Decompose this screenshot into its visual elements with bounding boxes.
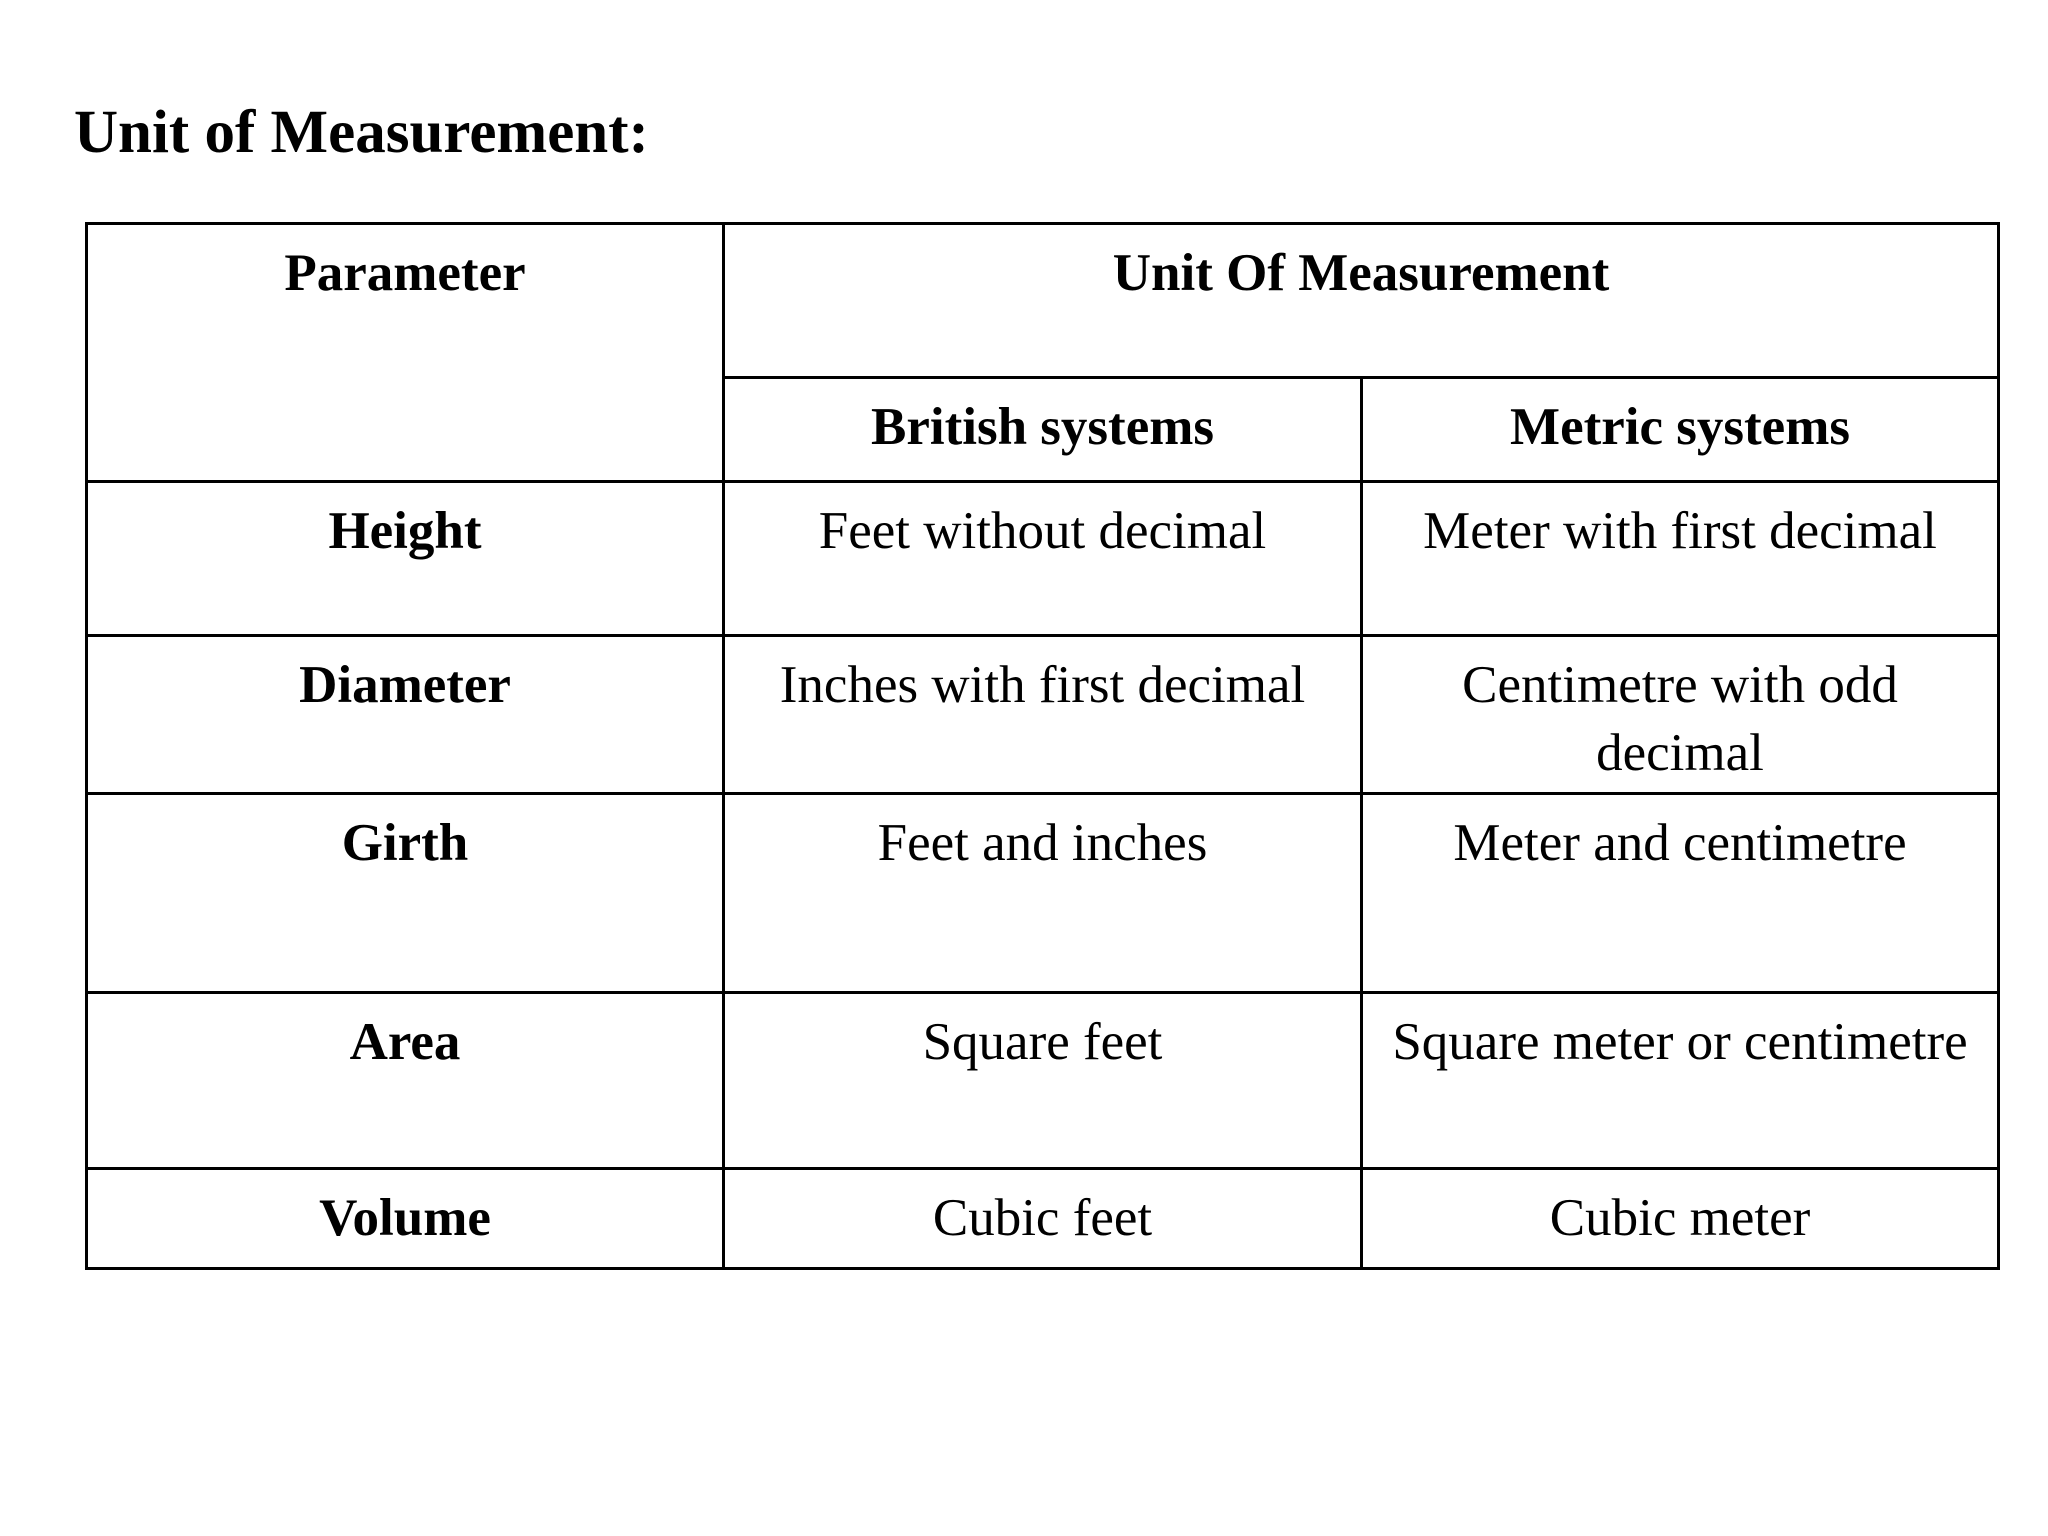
row-parameter: Diameter [87, 636, 724, 794]
header-metric-systems: Metric systems [1362, 378, 1999, 482]
row-parameter: Area [87, 993, 724, 1169]
row-metric-unit: Meter and centimetre [1362, 794, 1999, 993]
row-metric-unit: Cubic meter [1362, 1169, 1999, 1269]
row-parameter: Volume [87, 1169, 724, 1269]
row-metric-unit: Meter with first decimal [1362, 482, 1999, 636]
row-metric-unit: Centimetre with odd decimal [1362, 636, 1999, 794]
row-british-unit: Inches with first decimal [724, 636, 1362, 794]
table-row [87, 1169, 1999, 1269]
row-parameter: Height [87, 482, 724, 636]
row-metric-unit: Square meter or centimetre [1362, 993, 1999, 1169]
table-row [87, 993, 1999, 1169]
row-british-unit: Feet and inches [724, 794, 1362, 993]
header-unit-of-measurement: Unit Of Measurement [724, 224, 1999, 378]
row-british-unit: Cubic feet [724, 1169, 1362, 1269]
row-british-unit: Square feet [724, 993, 1362, 1169]
header-british-systems: British systems [724, 378, 1362, 482]
table-row [87, 482, 1999, 636]
unit-of-measurement-table [85, 222, 2000, 1270]
row-parameter: Girth [87, 794, 724, 993]
table-row [87, 794, 1999, 993]
table-header-row [87, 224, 1999, 378]
header-parameter: Parameter [87, 224, 724, 482]
row-british-unit: Feet without decimal [724, 482, 1362, 636]
page-title: Unit of Measurement: [74, 99, 649, 166]
table-row [87, 636, 1999, 794]
